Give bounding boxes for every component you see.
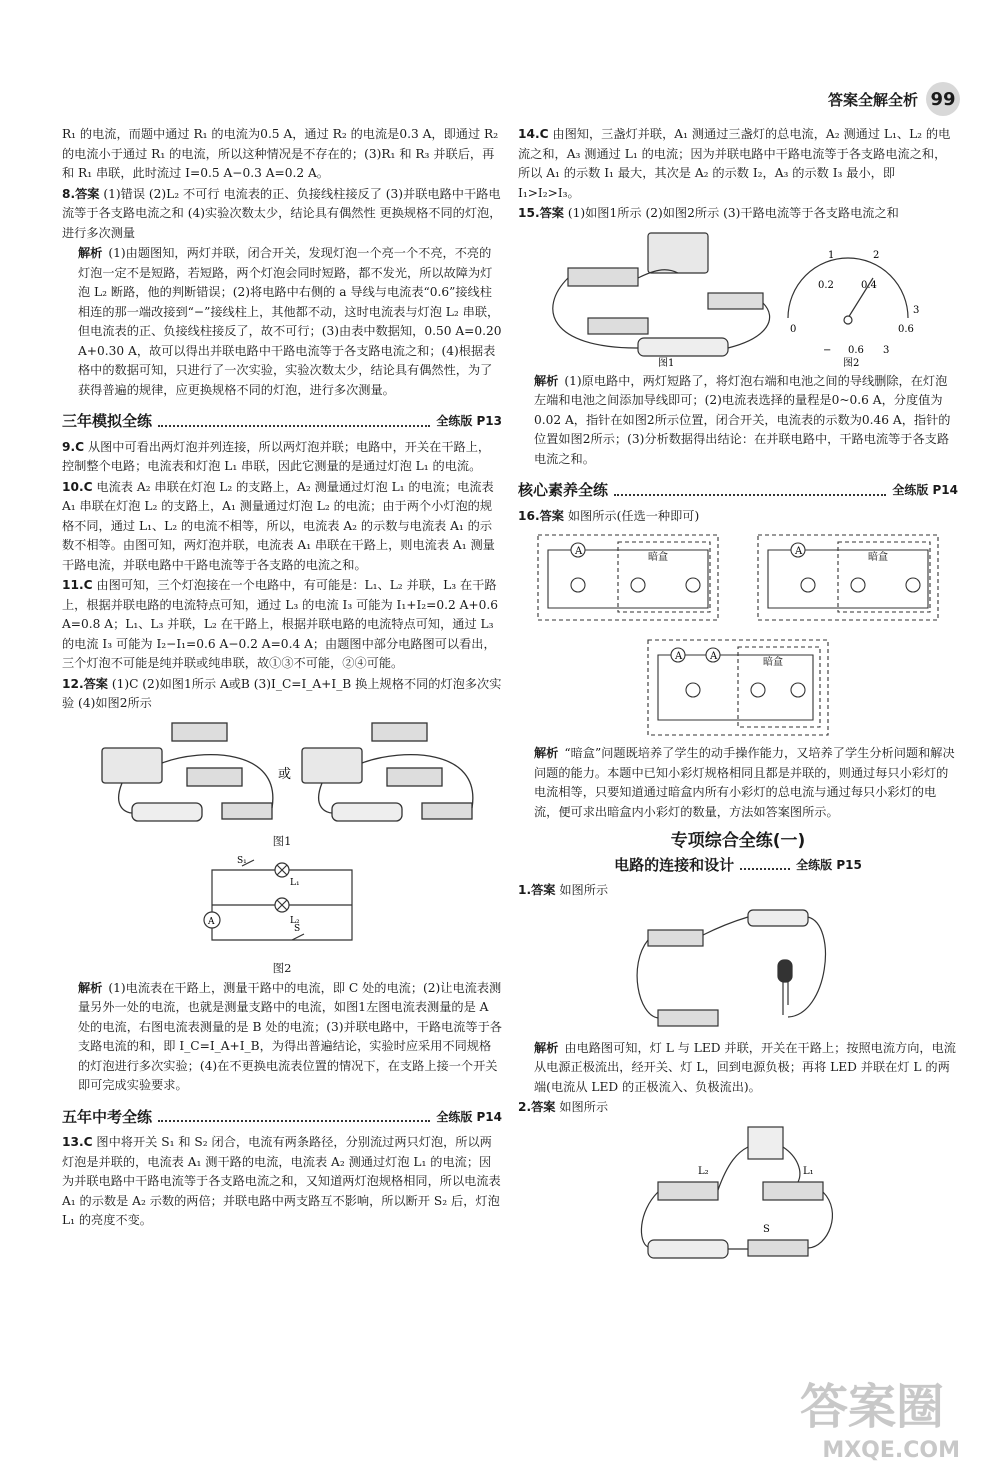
battery-icon — [638, 338, 728, 356]
blackbox-label-1: 暗盒 — [648, 552, 668, 563]
s1-analysis-label: 解析 — [534, 1040, 559, 1055]
lamp-base-icon — [658, 1010, 718, 1026]
switch-icon — [648, 930, 703, 946]
s1-number: 1.答案 — [518, 883, 556, 897]
q15-analysis: (1)原电路中，两灯短路了，将灯泡右端和电池之间的导线删除，在灯泡左端和电池之间添加导线即可；(2)电流表选择的量程是0~0.6 A，分度值为0.02 A，指针在如图2所示位置，闭合开关，电流表的示数为0.46 A，指针的位置如图2所示；(3)分析数据得出结论：在并联电路中，干路电流等于各支路电流之和。 — [534, 373, 951, 466]
q13-text: 图中将开关 S₁ 和 S₂ 闭合，电流有两条路径，分别流过两只灯泡，所以两灯泡是并联的，电流表 A₁ 测干路的电流，电流表 A₂ 测通过灯泡 L₁ 的电流；因为并联电路中干路电流等于各支路电流之和，又知道两灯泡规格相同，所以电流表 A₁ 的示数是 A₂ 示数的两倍；并联电路中两支路互不影响，所以断开 S₂ 后，灯泡 L₁ 的亮度不变。 — [62, 1135, 501, 1227]
section-dots — [614, 486, 886, 496]
fig2-ammeter-label: A — [208, 917, 215, 927]
s2-number: 2.答案 — [518, 1100, 556, 1114]
special-version: 全练版 P15 — [796, 857, 862, 872]
meter-label-0.6: 0.6 — [898, 323, 914, 335]
meter-label-0.2: 0.2 — [818, 279, 834, 291]
q12-figure-2-schematic — [182, 855, 382, 955]
meter-label-1: 1 — [828, 249, 835, 261]
section-five-year-title: 五年中考全练 — [62, 1107, 153, 1126]
s2-circuit — [628, 1122, 848, 1272]
q11-text: 由图可知，三个灯泡接在一个电路中，有可能是：L₁、L₂ 并联，L₃ 在干路上，根据并联电路的电流特点可知，通过 L₃ 的电流 I₃ 可能为 I₁+I₂=0.2 A+0.6 A=0.8 A；L₁、L₃ 并联，L₂ 在干路上，根据并联电路的电流特点可知，通过 L₃ 的电流 I₃ 可能为 I₂−I₁=0.6 A−0.2 A=0.4 A；由题图中部分电路图可以看出，三个灯泡不可能是纯并联或纯串联，故①③不可能，②④可能。 — [62, 578, 499, 670]
meter-term-3: 3 — [883, 344, 890, 356]
q8-analysis-label: 解析 — [78, 246, 103, 260]
q16-number: 16.答案 — [518, 508, 564, 523]
q12-figure-2-caption: 图2 — [272, 961, 292, 975]
q14-number: 14.C — [518, 127, 549, 141]
q15-analysis-label: 解析 — [534, 373, 559, 388]
q8-analysis: (1)由题图知，两灯并联，闭合开关，发现灯泡一个亮一个不亮，不亮的灯泡一定不是短路，若短路，两个灯泡会同时短路，都不发光，所以故障为灯泡 L₂ 断路，他的判断错误；(2)将电路中右侧的 a 导线与电流表“0.6”接线柱相连的那一端改接到“−”接线柱上，其他都不动，这时电流表与灯泡 L₂ 串联，但电流表的正、负接线柱接反了，故不可行；(3)由表中数据知，0.50 A=0.20 A+0.30 A，故可以得出并联电路中干路电流等于各支路电流之和；(4)根据表格中的数据可知，只进行了一次实验，实验次数太少，结论具有偶然性，为了获得普遍的规律，应更换规格不同的灯泡，进行多次测量。 — [78, 246, 502, 397]
s2-l2-label: L₂ — [698, 1165, 709, 1177]
meter-label-2: 2 — [873, 249, 880, 261]
blackbox-ammeter-3b: A — [710, 651, 718, 662]
figure-or-label: 或 — [278, 766, 292, 782]
meter-term-0.6: 0.6 — [848, 344, 864, 356]
lamp-base-icon — [172, 723, 227, 741]
s2-l1-label: L₁ — [803, 1165, 814, 1177]
ammeter-icon — [648, 233, 708, 273]
section-dots — [158, 1112, 430, 1122]
special-practice-title: 专项综合全练(一) — [670, 831, 806, 851]
watermark-url: MXQE.COM — [822, 1438, 960, 1463]
s2-answer: 如图所示 — [559, 1100, 609, 1114]
q12-analysis: (1)电流表在干路上，测量干路中的电流，即 C 处的电流；(2)让电流表测量另外一处的电流，也就是测量支路中的电流，如图1左图电流表测量的是 A 处的电流，右图电流表测量的是 B 处的电流；(3)并联电路中，干路电流等于各支路电流的和，即 I_C=I_A+I_B，为得出普遍结论，实验时应采用不同规格的灯泡进行多次实验；(4)在不更换电流表位置的情况下，在支路上接一个开关即可完成实验要求。 — [78, 980, 502, 1092]
s1-answer: 如图所示 — [559, 883, 609, 897]
section-core-title: 核心素养全练 — [518, 481, 609, 499]
s1-analysis: 由电路图可知，灯 L 与 LED 并联，开关在干路上；按照电流方向，电流从电源正极流出，经开关、灯 L，回到电源负极；再将 LED 并联在灯 L 的两端(电流从 LED 的正极流入、负极流出)。 — [534, 1040, 956, 1094]
page-header — [828, 82, 960, 116]
q16-analysis-label: 解析 — [534, 746, 559, 760]
switch-icon — [748, 1240, 808, 1256]
s1-led-circuit — [628, 905, 848, 1035]
q16-answer: 如图所示(任选一种即可) — [567, 508, 700, 523]
q16-blackbox-figures — [528, 530, 948, 740]
meter-dial-icon — [788, 258, 908, 318]
q15-answer: (1)如图1所示 (2)如图2所示 (3)干路电流等于各支路电流之和 — [567, 206, 899, 220]
q10-text: 电流表 A₂ 串联在灯泡 L₂ 的支路上，A₂ 测量通过灯泡 L₁ 的电流；电流表 A₁ 串联在灯泡 L₂ 的支路上，A₁ 测量通过灯泡 L₂ 的电流；由于两个小灯泡的规格不同，通过 L₁、L₂ 的电流不相等，所以，电流表 A₂ 的示数与电流表 A₁ 的示数不相等。由图可知，两灯泡并联，电流表 A₁ 串联在干路上，则电流表 A₁ 测量干路电流，并联电路中干路电流等于各支路的电流之和。 — [62, 479, 495, 572]
meter-label-3: 3 — [913, 304, 920, 316]
page-number: 99 — [926, 82, 960, 116]
q7-continuation: R₁ 的电流，而题中通过 R₁ 的电流为0.5 A，通过 R₂ 的电流是0.3 A，即通过 R₂ 的电流小于通过 R₁ 的电流，所以这种情况是不存在的；(3)R₁ 和 R₃ 并联后，再和 R₁ 串联，此时流过 I=0.5 A−0.3 A=0.2 A。 — [62, 127, 499, 180]
section-three-year-title: 三年模拟全练 — [62, 412, 153, 430]
switch-icon — [222, 803, 272, 819]
led-icon — [778, 960, 792, 982]
section-three-year-version: 全练版 P13 — [436, 414, 502, 428]
switch-icon — [708, 293, 763, 309]
q12-figure-1-caption: 图1 — [272, 833, 292, 848]
q9-number: 9.C — [62, 439, 85, 454]
blackbox-label-3: 暗盒 — [763, 657, 783, 668]
blackbox-ammeter-2: A — [795, 546, 803, 557]
section-dots — [158, 417, 430, 427]
q8-answer: (1)错误 (2)L₂ 不可行 电流表的正、负接线柱接反了 (3)并联电路中干路电流等于各支路电流之和 (4)实验次数太少，结论具有偶然性 更换规格不同的灯泡，进行多次测量 — [62, 186, 502, 240]
special-practice-subtitle — [518, 856, 958, 876]
bell-icon — [748, 1127, 783, 1159]
q12-figure-1-circuits — [82, 718, 482, 828]
q15-fig2-caption: 图2 — [843, 357, 860, 368]
lamp-base-icon — [658, 1182, 718, 1200]
fig2-l2-label: L₂ — [290, 916, 300, 926]
q12-number: 12.答案 — [62, 676, 108, 691]
ammeter-icon — [102, 748, 162, 783]
battery-icon — [748, 910, 808, 926]
q13-number: 13.C — [62, 1135, 93, 1149]
q10-number: 10.C — [62, 479, 93, 494]
s2-switch-label: S — [763, 1223, 770, 1235]
q12-analysis-label: 解析 — [78, 980, 103, 995]
q15-number: 15.答案 — [518, 206, 564, 220]
q9-text: 从图中可看出两灯泡并列连接，所以两灯泡并联；电路中，开关在干路上，控制整个电路；电流表和灯泡 L₁ 串联，因此它测量的是通过灯泡 L₁ 的电流。 — [62, 439, 491, 473]
fig2-s1-label: S₁ — [237, 856, 247, 866]
section-three-year — [62, 412, 502, 432]
q14-text: 由图知，三盏灯并联，A₁ 测通过三盏灯的总电流，A₂ 测通过 L₁、L₂ 的电流之和，A₃ 测通过 L₁ 的电流；因为并联电路中干路电流等于各支路电流之和，所以 A₁ 的示数 I₁ 最大，其次是 A₂ 的示数 I₂，A₃ 的示数 I₃ 最小，即 I₁>I₂>I₃。 — [518, 127, 951, 200]
q16-analysis: “暗盒”问题既培养了学生的动手操作能力，又培养了学生分析问题和解决问题的能力。本题中已知小彩灯规格相同且都是并联的，则通过每只小彩灯的电流相等，只要知道通过暗盒内所有小彩灯的总电流与通过每只小彩灯的电流，便可求出暗盒内小彩灯的数量，方法如答案图所示。 — [534, 746, 955, 819]
q15-figures — [528, 228, 948, 368]
battery-icon — [648, 1240, 728, 1258]
fig2-switch-label: S — [294, 924, 301, 934]
section-five-year-version: 全练版 P14 — [436, 1109, 502, 1124]
q11-number: 11.C — [62, 578, 93, 592]
header-title: 答案全解全析 — [827, 90, 918, 109]
special-subtitle-text: 电路的连接和设计 — [614, 855, 735, 874]
section-dots — [740, 860, 790, 870]
section-core-version: 全练版 P14 — [892, 483, 958, 497]
lamp-base-icon — [568, 268, 638, 286]
q12-answer: (1)C (2)如图1所示 A或B (3)I_C=I_A+I_B 换上规格不同的灯泡多次实验 (4)如图2所示 — [62, 676, 502, 710]
section-five-year — [62, 1108, 502, 1128]
meter-term-neg: − — [823, 344, 832, 356]
blackbox-label-2: 暗盒 — [868, 552, 888, 563]
fig2-l1-label: L₁ — [290, 878, 300, 888]
meter-label-0.4: 0.4 — [861, 279, 877, 291]
q8-number: 8.答案 — [62, 186, 100, 201]
q15-fig1-caption: 图1 — [658, 357, 675, 368]
meter-label-0: 0 — [790, 323, 797, 335]
left-column — [62, 125, 502, 1232]
watermark-logo: 答案圈 — [799, 1379, 944, 1435]
section-core-literacy — [518, 481, 958, 501]
blackbox-ammeter-1: A — [575, 546, 583, 557]
right-column — [518, 125, 958, 1276]
blackbox-ammeter-3a: A — [675, 651, 683, 662]
battery-icon — [132, 803, 202, 821]
